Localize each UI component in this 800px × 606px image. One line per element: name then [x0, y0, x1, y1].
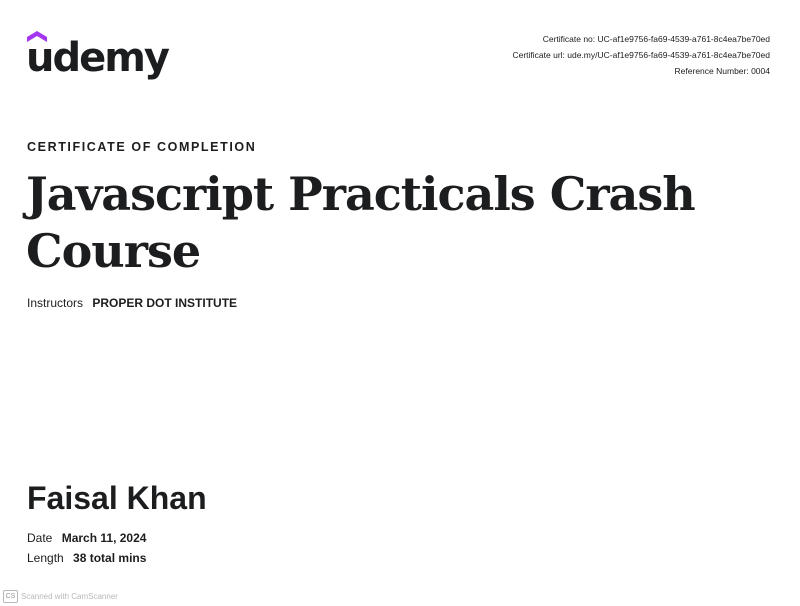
scanner-watermark — [3, 590, 118, 603]
instructors-label: Instructors — [27, 296, 84, 310]
date-label: Date — [27, 531, 53, 545]
certificate-number: Certificate no: UC-af1e9756-fa69-4539-a761-8c4ea7be70ed — [542, 34, 770, 44]
logo-wordmark: udemy — [26, 35, 168, 81]
date-value: March 11, 2024 — [61, 531, 147, 545]
length-row — [27, 551, 146, 565]
camscanner-icon: CS — [3, 590, 18, 603]
certificate-url: Certificate url: ude.my/UC-af1e9756-fa69-4539-a761-8c4ea7be70ed — [512, 50, 770, 60]
length-label: Length — [27, 551, 64, 565]
scanner-text: Scanned with CamScanner — [21, 592, 118, 601]
length-value: 38 total mins — [73, 551, 147, 565]
course-title: Javascript Practicals Crash Course — [26, 167, 695, 278]
instructor-name: PROPER DOT INSTITUTE — [92, 296, 238, 310]
date-row — [27, 531, 146, 545]
reference-number: Reference Number: 0004 — [674, 66, 770, 76]
student-name: Faisal Khan — [27, 480, 207, 516]
instructors-line — [27, 296, 237, 310]
certificate-meta — [512, 31, 770, 79]
udemy-logo — [26, 30, 166, 82]
certificate-heading: CERTIFICATE OF COMPLETION — [27, 140, 257, 154]
